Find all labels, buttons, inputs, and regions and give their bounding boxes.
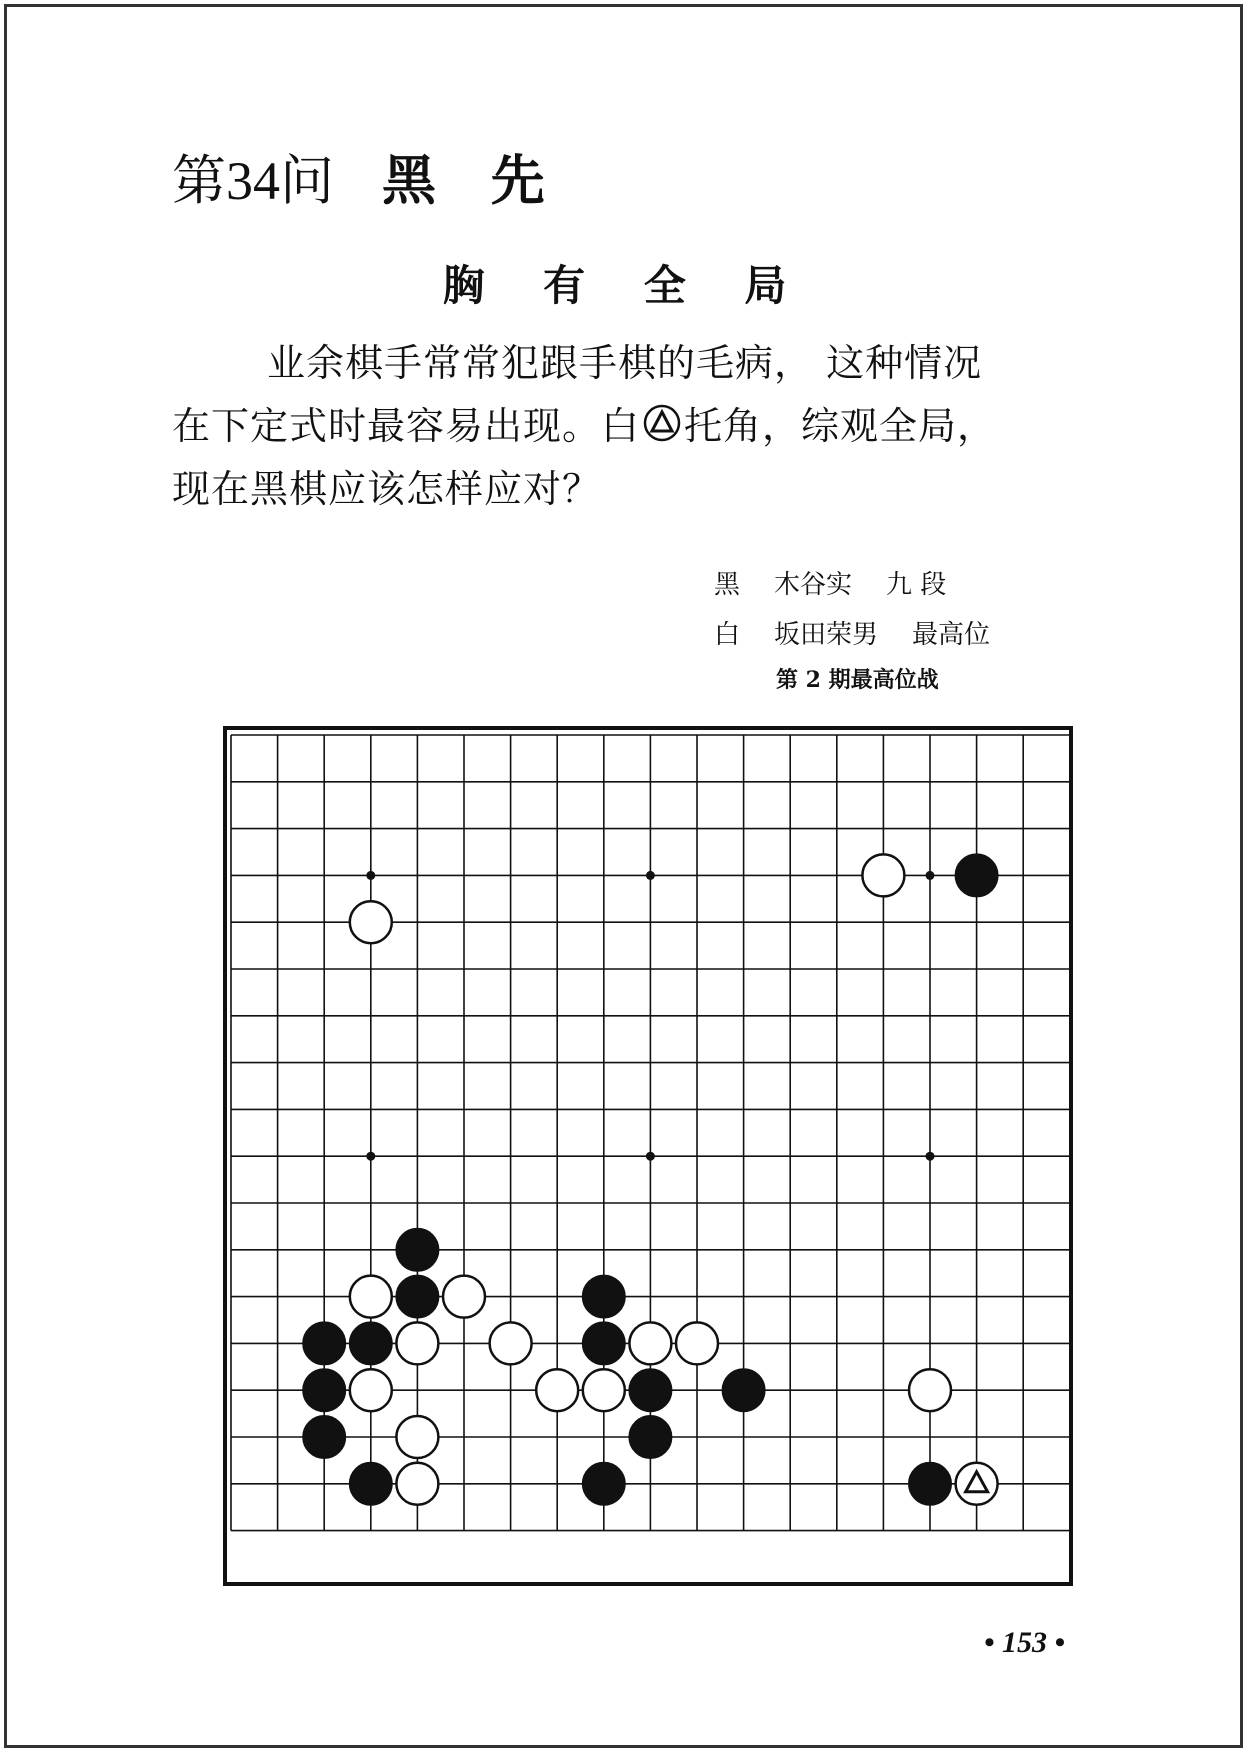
text-line-2-start: 在下定式时最容易出现。白 [172,404,641,448]
white-stone [536,1369,578,1411]
black-stone [956,854,998,896]
black-player-name: 木谷实 [774,570,853,600]
white-stone [396,1416,438,1458]
black-stone [583,1322,625,1364]
text-line-2-end: 托角，综观全局， [684,404,997,448]
black-stone [629,1416,671,1458]
white-stone [396,1322,438,1364]
page-number-value: 153 [1002,1626,1048,1659]
problem-number: 第34问 [172,151,334,211]
star-point [366,1152,375,1161]
problem-title: 胸 有 全 局 [442,261,809,310]
black-stone [583,1463,625,1505]
text-line-1: 业余棋手常常犯跟手棋的毛病， 这种情况 [267,341,983,385]
white-stone [443,1276,485,1318]
black-stone [723,1369,765,1411]
white-stone [862,854,904,896]
white-stone [583,1369,625,1411]
black-stone [629,1369,671,1411]
white-label: 白 [714,620,741,650]
black-stone [303,1369,345,1411]
white-player-name: 坂田荣男 [774,620,879,650]
white-stone [909,1369,951,1411]
star-point [366,871,375,880]
white-stone [396,1463,438,1505]
white-stone [350,1276,392,1318]
star-point [646,1152,655,1161]
to-play-label: 黑 先 [382,148,563,212]
black-stone [909,1463,951,1505]
black-stone [583,1276,625,1318]
black-player-rank: 九 段 [886,570,947,600]
black-label: 黑 [714,570,741,600]
star-point [926,1152,935,1161]
white-stone [676,1322,718,1364]
event-name: 第 2 期最高位战 [776,667,939,693]
black-stone [396,1276,438,1318]
white-stone [350,901,392,943]
page-number: • 153 • [984,1626,1066,1659]
white-stone [490,1322,532,1364]
black-stone [350,1322,392,1364]
white-player-rank: 最高位 [912,620,991,650]
star-point [926,871,935,880]
star-point [646,871,655,880]
white-stone [350,1369,392,1411]
black-stone [396,1229,438,1271]
black-stone [350,1463,392,1505]
text-line-3: 现在黑棋应该怎样应对？ [172,467,602,511]
white-stone [629,1322,671,1364]
black-stone [303,1322,345,1364]
black-stone [303,1416,345,1458]
